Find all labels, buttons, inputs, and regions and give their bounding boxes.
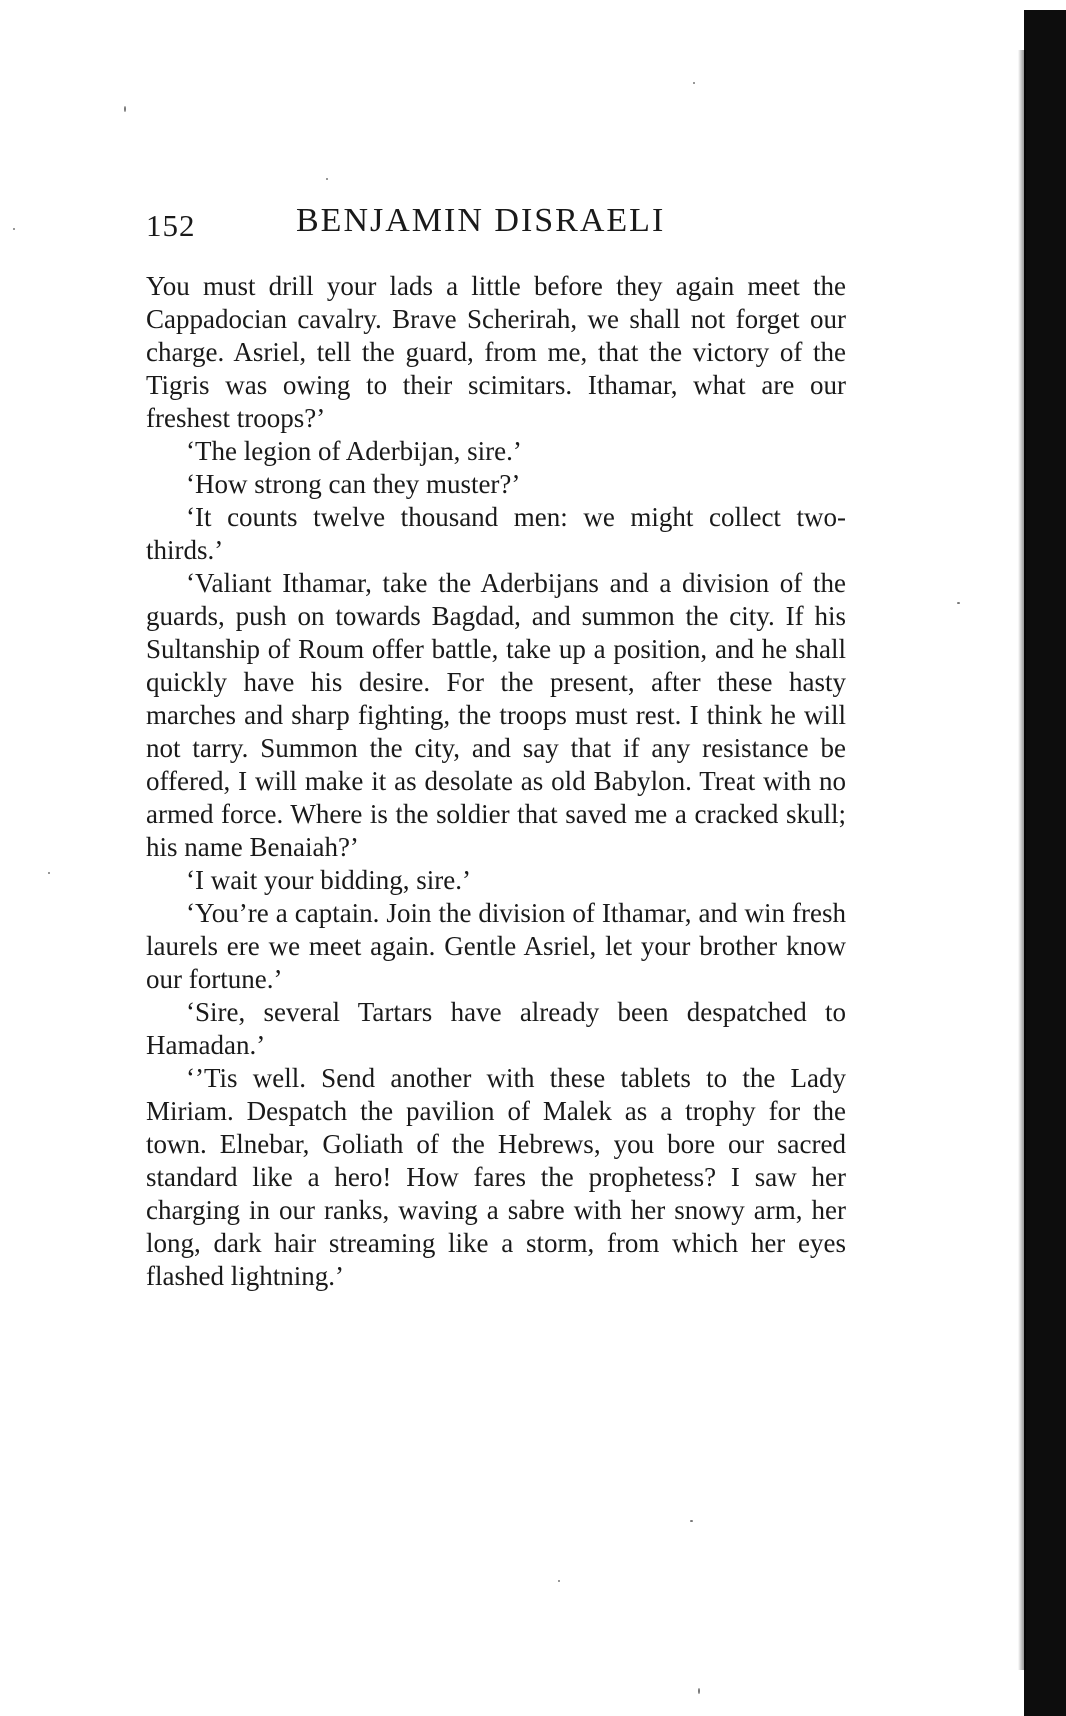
paper-speck: [48, 872, 50, 874]
paragraph-6: ‘I wait your bidding, sire.’: [186, 865, 471, 895]
paragraph-5: ‘Valiant Ithamar, take the Aderbijans and a division of the guards, push on towards Bagdad, and summon the city. If his Sultanship of Roum offer battle, take up a position, and he shall quickly have his desire. For the present, after these hasty marches and sharp fighting, the troops must rest. I think he will not tarry. Summon the city, and say that if any resistance be offered, I will make it as desolate as old Babylon. Treat with no armed force. Where is the soldier that saved me a cracked skull; his name Benaiah?’: [146, 568, 846, 862]
paragraph-7: ‘You’re a captain. Join the division of Ithamar, and win fresh laurels ere we meet again. Gentle Asriel, let your brother know our fortune.’: [146, 898, 846, 994]
paper-speck: [690, 1520, 693, 1522]
page-number: 152: [146, 208, 196, 243]
paper-speck: [693, 82, 695, 84]
body-text: [146, 270, 846, 1293]
binding-edge: [1024, 10, 1066, 1716]
paragraph-9: ‘’Tis well. Send another with these tablets to the Lady Miriam. Despatch the pavilion of Malek as a trophy for the town. Elnebar, Goliath of the Hebrews, you bore our sacred standard like a hero! How fares the prophetess? I saw her charging in our ranks, waving a sabre with her snowy arm, her long, dark hair streaming like a storm, from which her eyes flashed lightning.’: [146, 1063, 846, 1291]
paper-speck: [698, 1688, 700, 1694]
running-title: BENJAMIN DISRAELI: [296, 202, 666, 239]
paragraph-2: ‘The legion of Aderbijan, sire.’: [186, 436, 522, 466]
paper-speck: [957, 602, 960, 604]
paragraph-1: You must drill your lads a little before they again meet the Cappadocian cavalry. Brave Scherirah, we shall not forget our charge. Asriel, tell the guard, from me, that the victory of the Tigris was owing to their scimitars. Ithamar, what are our freshest troops?’: [146, 271, 846, 433]
paragraph-4: ‘It counts twelve thousand men: we might collect two-thirds.’: [146, 502, 846, 565]
paragraph-3: ‘How strong can they muster?’: [186, 469, 521, 499]
paper-speck: [558, 1580, 560, 1582]
page-header: [146, 202, 846, 252]
paper-speck: [13, 228, 15, 230]
paper-speck: [124, 106, 126, 112]
paragraph-8: ‘Sire, several Tartars have already been despatched to Hamadan.’: [146, 997, 846, 1060]
paper-speck: [326, 178, 328, 180]
